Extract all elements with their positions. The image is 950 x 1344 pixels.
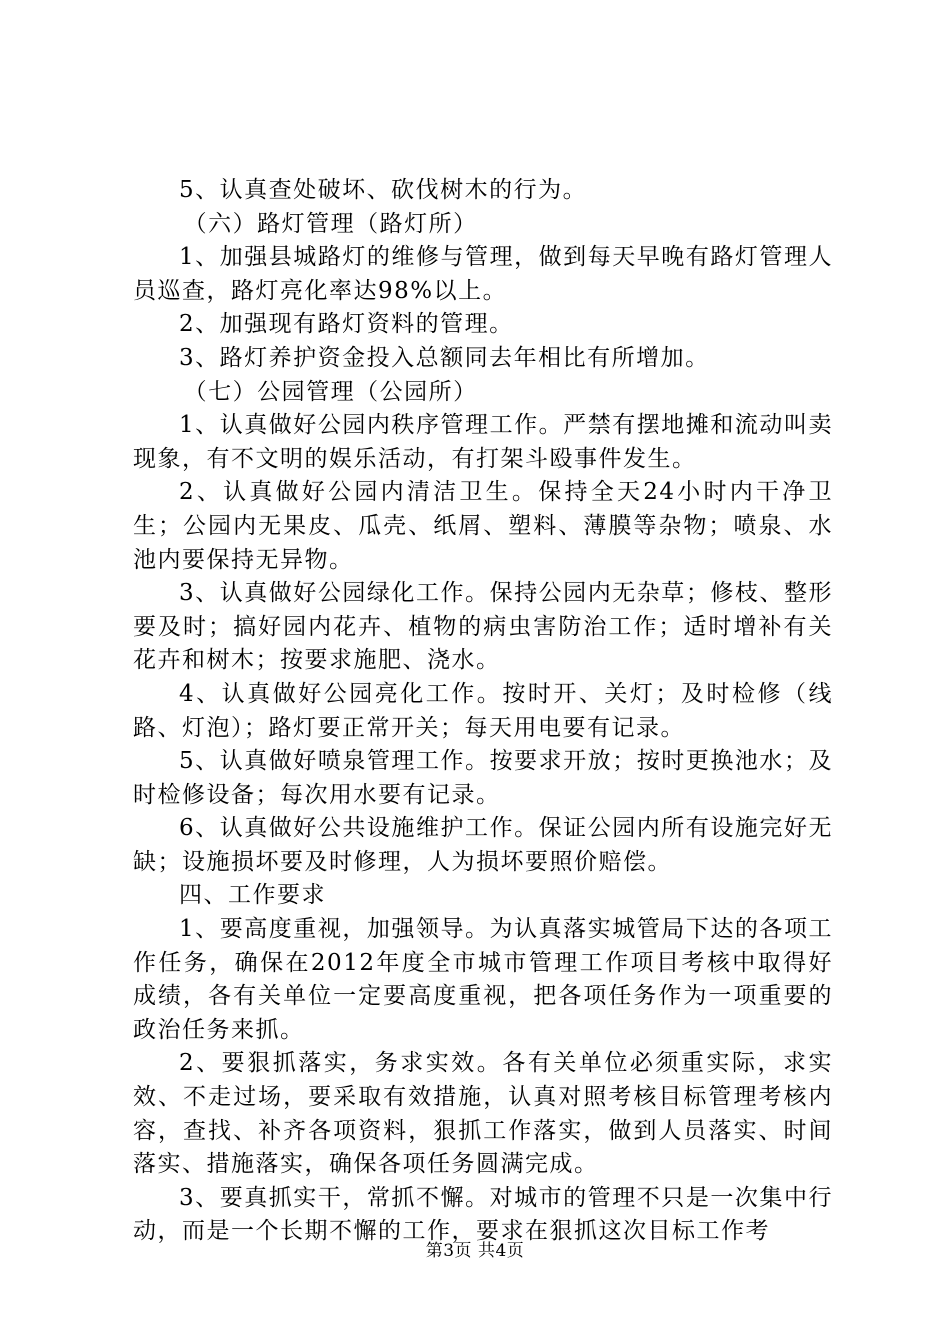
- paragraph-fountain: 5、认真做好喷泉管理工作。按要求开放；按时更换池水；及时检修设备；每次用水要有记录。: [133, 748, 833, 808]
- paragraph-light-records: 2、加强现有路灯资料的管理。: [179, 311, 514, 338]
- page-number-footer: 第3页 共4页: [425, 1241, 525, 1261]
- document-body: [133, 174, 833, 1249]
- section-heading-parks: （七）公园管理（公园所）: [183, 378, 478, 405]
- paragraph-implementation: 2、要狠抓落实，务求实效。各有关单位必须重实际，求实效、不走过场，要采取有效措施，认真对照考核目标管理考核内容，查找、补齐各项资料，狠抓工作落实，做到人员落实、时间落实、措施落实，确保各项任务圆满完成。: [133, 1050, 833, 1178]
- paragraph-light-maintenance: 1、加强县城路灯的维修与管理，做到每天早晚有路灯管理人员巡查，路灯亮化率达98%以上。: [133, 244, 833, 304]
- paragraph-park-greening: 3、认真做好公园绿化工作。保持公园内无杂草；修枝、整形要及时；搞好园内花卉、植物的病虫害防治工作；适时增补有关花卉和树木；按要求施肥、浇水。: [133, 580, 833, 674]
- paragraph-facilities: 6、认真做好公共设施维护工作。保证公园内所有设施完好无缺；设施损坏要及时修理，人为损坏要照价赔偿。: [133, 815, 833, 875]
- paragraph-park-cleaning: 2、认真做好公园内清洁卫生。保持全天24小时内干净卫生；公园内无果皮、瓜壳、纸屑、塑料、薄膜等杂物；喷泉、水池内要保持无异物。: [133, 479, 833, 573]
- section-heading-work-requirements: 四、工作要求: [179, 882, 326, 909]
- paragraph-item-5-forest: 5、认真查处破坏、砍伐树木的行为。: [179, 177, 588, 203]
- paragraph-park-lighting: 4、认真做好公园亮化工作。按时开、关灯；及时检修（线路、灯泡）；路灯要正常开关；每天用电要有记录。: [133, 680, 833, 741]
- paragraph-park-order: 1、认真做好公园内秩序管理工作。严禁有摆地摊和流动叫卖现象，有不文明的娱乐活动，有打架斗殴事件发生。: [133, 412, 833, 472]
- paragraph-leadership: 1、要高度重视，加强领导。为认真落实城管局下达的各项工作任务，确保在2012年度全市城市管理工作项目考核中取得好成绩，各有关单位一定要高度重视，把各项任务作为一项重要的政治任务来抓。: [133, 916, 833, 1043]
- paragraph-light-funding: 3、路灯养护资金投入总额同去年相比有所增加。: [179, 344, 710, 371]
- section-heading-street-lights: （六）路灯管理（路灯所）: [183, 210, 478, 237]
- paragraph-persistence: 3、要真抓实干，常抓不懈。对城市的管理不只是一次集中行动，而是一个长期不懈的工作，要求在狠抓这次目标工作考: [133, 1184, 833, 1245]
